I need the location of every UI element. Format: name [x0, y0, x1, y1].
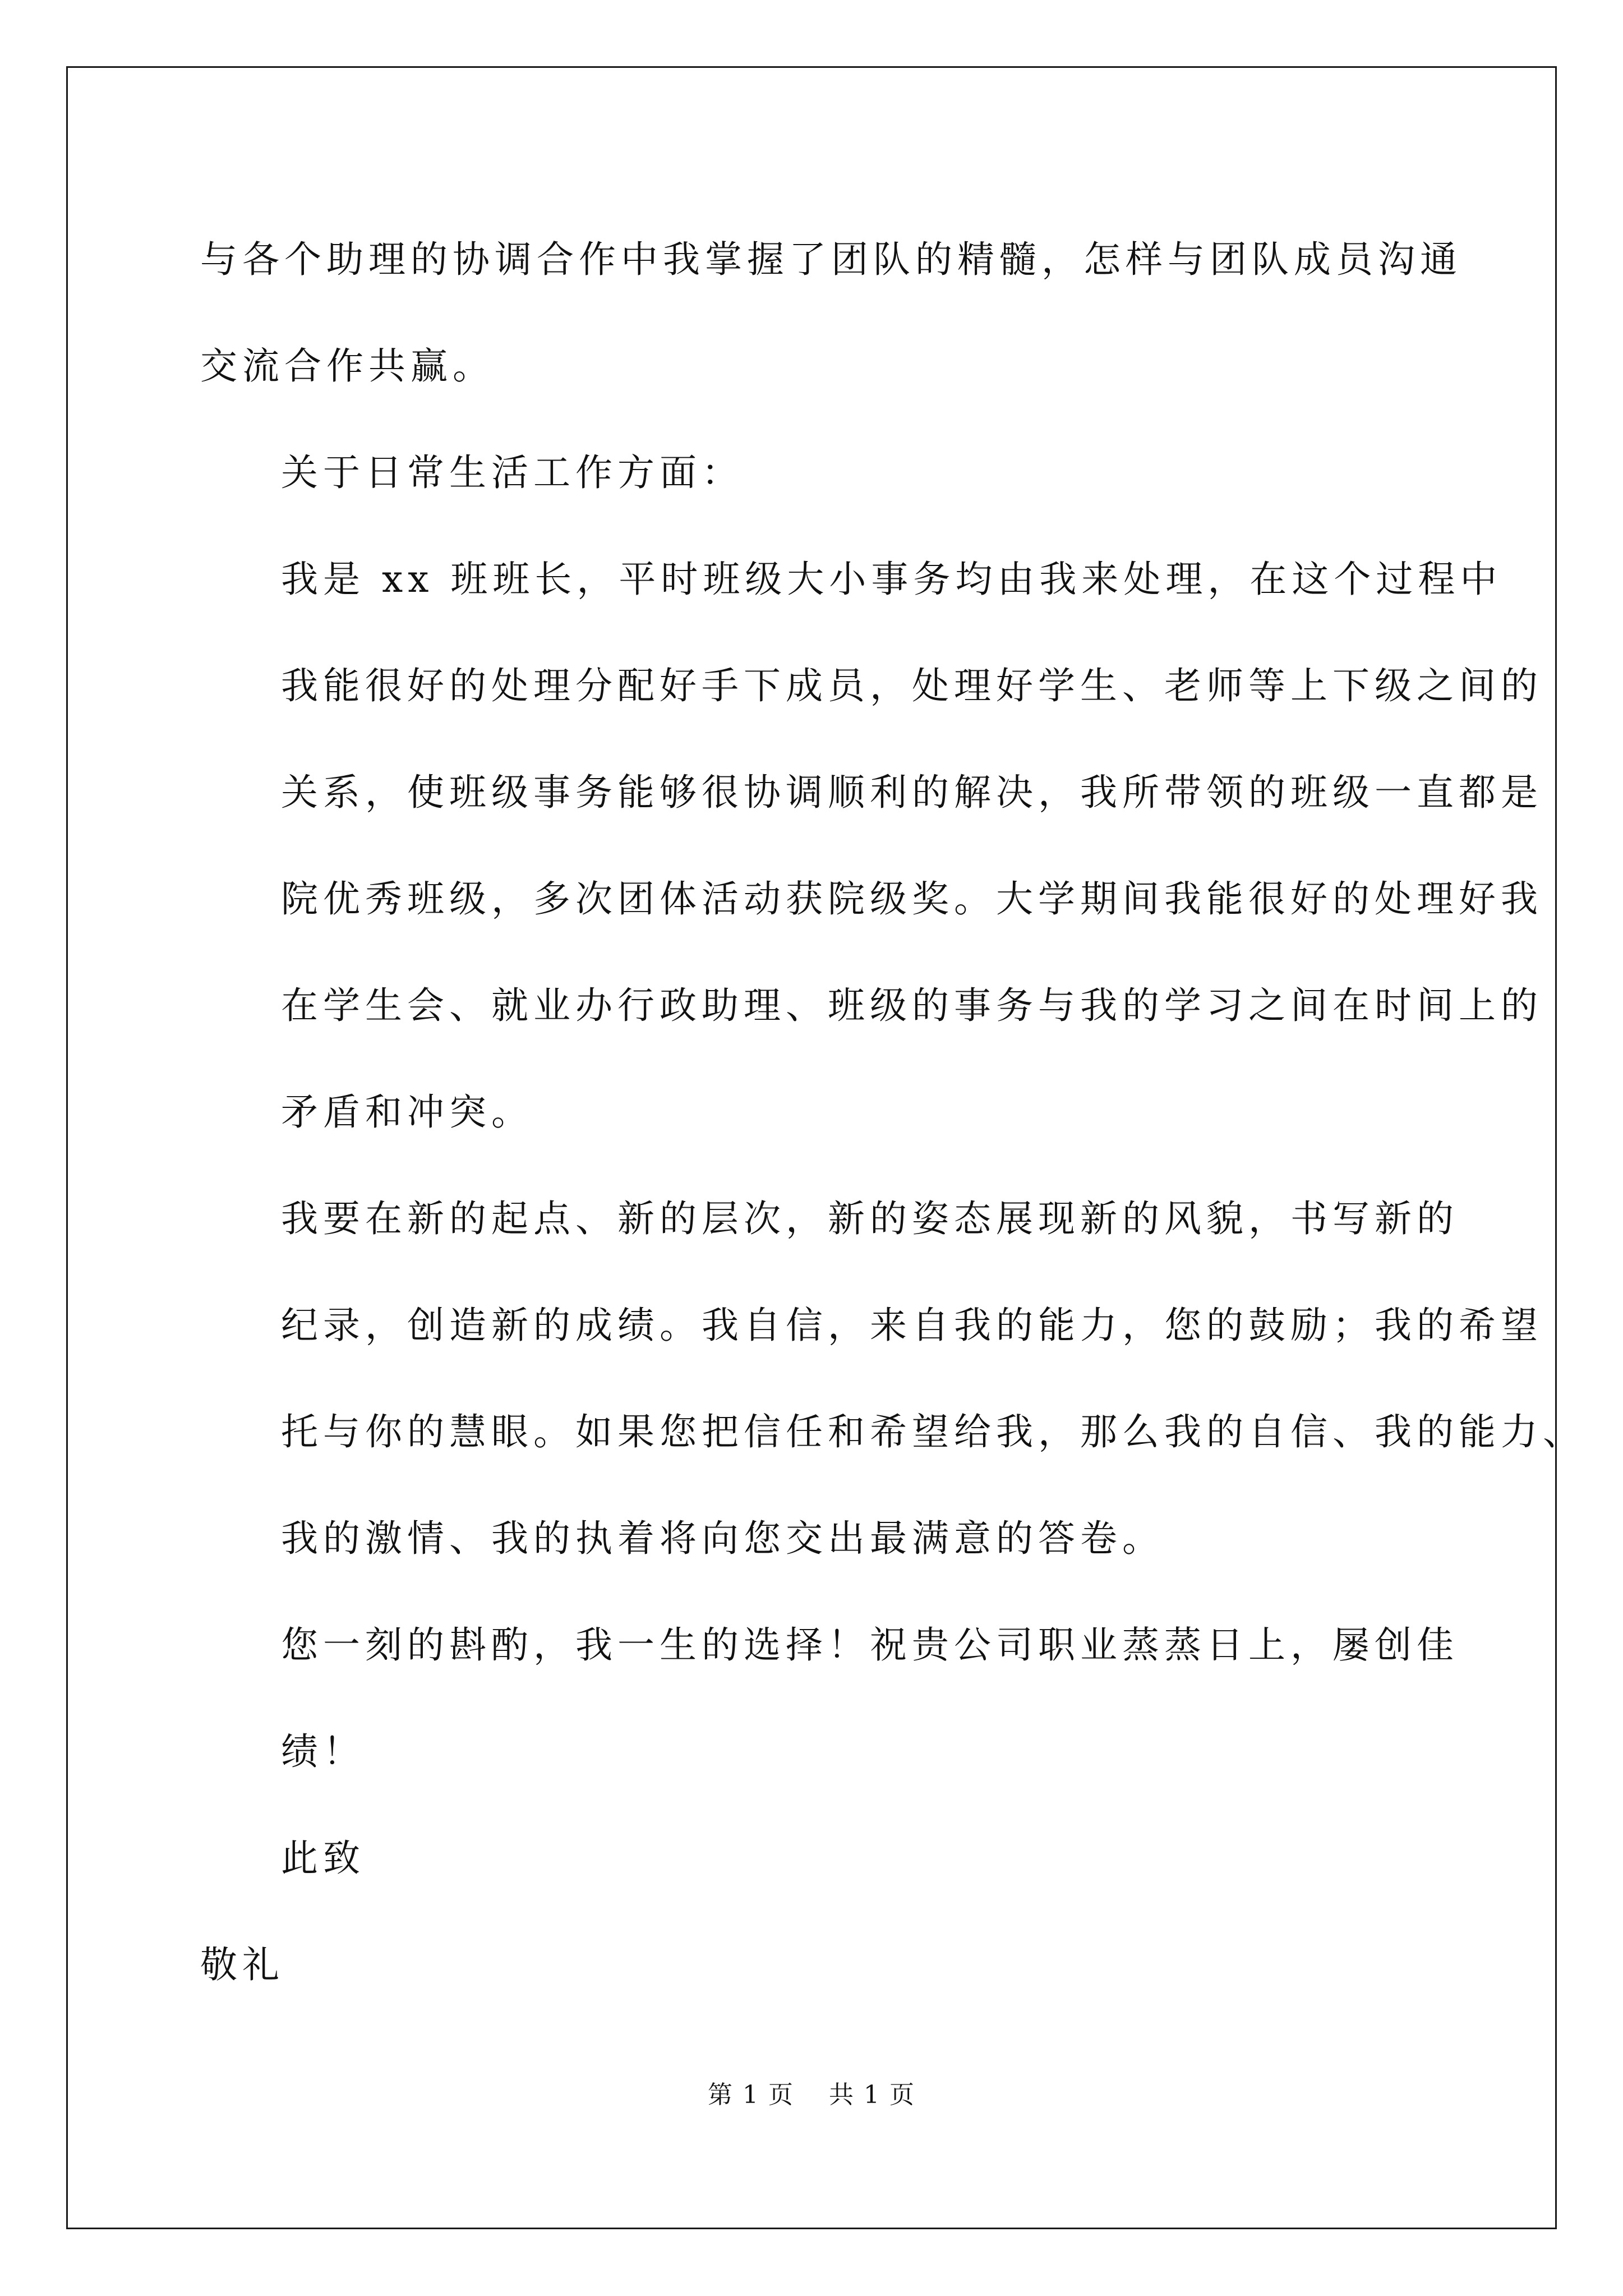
text-line: 在学生会、就业办行政助理、班级的事务与我的学习之间在时间上的 [281, 984, 1543, 1027]
text-line: 您一刻的斟酌，我一生的选择！祝贵公司职业蒸蒸日上，屡创佳 [281, 1623, 1459, 1667]
text-line: 关系，使班级事务能够很协调顺利的解决，我所带领的班级一直都是 [281, 771, 1543, 814]
text-line: 此致 [281, 1837, 365, 1880]
text-line: 我是 xx 班班长，平时班级大小事务均由我来处理，在这个过程中 [281, 558, 1502, 601]
closing-regards [200, 1912, 1434, 2018]
text-line: 交流合作共赢。 [200, 344, 495, 388]
text-line: 我的激情、我的执着将向您交出最满意的答卷。 [281, 1517, 1164, 1560]
text-line: 托与你的慧眼。如果您把信任和希望给我，那么我的自信、我的能力、 [281, 1410, 1585, 1453]
page-number: 第 1 页 共 1 页 [708, 2081, 915, 2109]
paragraph-2 [200, 420, 1434, 526]
letter-body [200, 206, 1585, 2018]
paragraph-5 [200, 1592, 1459, 1805]
text-line: 敬礼 [200, 1943, 284, 1986]
paragraph-4 [200, 1166, 1585, 1592]
text-line: 矛盾和冲突。 [281, 1091, 533, 1134]
closing-salutation [200, 1805, 1434, 1912]
text-line: 我要在新的起点、新的层次，新的姿态展现新的风貌，书写新的 [281, 1197, 1459, 1240]
page-footer [0, 2078, 1623, 2112]
paragraph-3 [200, 526, 1543, 1166]
text-line: 绩！ [281, 1730, 365, 1773]
text-line: 院优秀班级，多次团体活动获院级奖。大学期间我能很好的处理好我 [281, 877, 1543, 921]
paragraph-1 [200, 206, 1462, 420]
text-line: 纪录，创造新的成绩。我自信，来自我的能力，您的鼓励；我的希望 [281, 1304, 1543, 1347]
text-line: 与各个助理的协调合作中我掌握了团队的精髓，怎样与团队成员沟通 [200, 238, 1462, 281]
text-line: 关于日常生活工作方面： [281, 451, 744, 494]
text-line: 我能很好的处理分配好手下成员，处理好学生、老师等上下级之间的 [281, 664, 1543, 707]
